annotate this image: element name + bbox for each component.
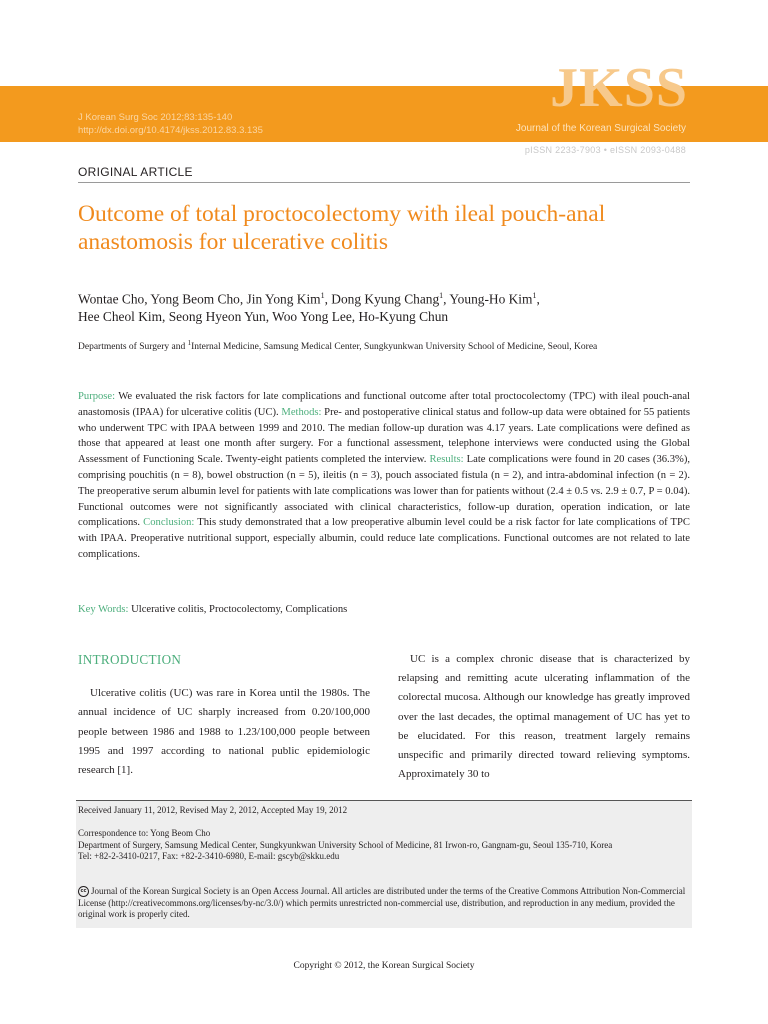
- section-heading-introduction: INTRODUCTION: [78, 652, 182, 667]
- license-notice: [78, 886, 690, 921]
- results-text: Late complications were found in 20 cases (36.3%), comprising pouchitis (n = 8), bowel obstruction (n = 5), ileitis (n = 3), pouch associated fistula (n = 2), and intra-abdominal infection (n = 2). The preoperative serum albumin level for patients with late complications was lower than for patients without (2.4 ± 0.5 vs. 2.9 ± 0.7, P = 0.04). Functional outcomes were not significantly associated with clinical characteristics, follow-up duration, operation indication, or late complications.: [78, 454, 690, 529]
- copyright: Copyright © 2012, the Korean Surgical Society: [293, 961, 475, 971]
- paragraph: Ulcerative colitis (UC) was rare in Korea until the 1980s. The annual incidence of UC sharply increased from 0.20/100,000 people between 1986 and 1988 to 1.23/100,000 people between 1995 and 1997 according to national public epidemiologic research [1].: [78, 687, 370, 777]
- conclusion-text: This study demonstrated that a low preoperative albumin level could be a risk factor for late complications of TPC with IPAA. Preoperative nutritional support, especially albumin, could reduce late complications. Functional outcomes are not related to late complications.: [78, 517, 690, 560]
- journal-subtitle: Journal of the Korean Surgical Society: [515, 123, 686, 134]
- keywords-text: Ulcerative colitis, Proctocolectomy, Complications: [128, 604, 348, 615]
- correspondence-address: Department of Surgery, Samsung Medical Center, Sungkyunkwan University School of Medicine, 81 Irwon-ro, Gangnam-gu, Seoul 135-710, Korea: [78, 839, 613, 850]
- purpose-text: We evaluated the risk factors for late complications and functional outcome after total proctocolectomy (TPC) with ileal pouch-anal anastomosis (IPAA) for ulcerative colitis (UC).: [78, 391, 690, 418]
- keywords-label: Key Words:: [78, 604, 129, 615]
- paragraph: UC is a complex chronic disease that is characterized by relapsing and remitting acute ulcerating inflammation of the colorectal mucosa. Although our knowledge has greatly improved over the last decades, the optimal management of UC has yet to be elucidated. For this reason, treatment largely remains unspecific and primarily directed toward relieving symptoms. Approximately 30 to: [398, 653, 690, 781]
- correspondence: [78, 828, 690, 863]
- body-column-right: [398, 650, 690, 784]
- keywords: [78, 602, 690, 617]
- divider: [78, 182, 690, 183]
- creative-commons-icon: cc: [78, 886, 89, 897]
- author-list: [78, 287, 698, 326]
- contact-info: Tel: +82-2-3410-0217, Fax: +82-2-3410-6980, E-mail: gscyb@skku.edu: [78, 851, 340, 861]
- license-text: Journal of the Korean Surgical Society is an Open Access Journal. All articles are distributed under the terms of the Creative Commons Attribution Non-Commercial License (http://creativecommons.org/licenses/by-nc/3.0/) which permits unrestricted non-commercial use, distribution, and reproduction in any medium, provided the original work is properly cited.: [78, 886, 686, 919]
- correspondence-label: Correspondence to: Yong Beom Cho: [78, 828, 211, 838]
- results-label: Results:: [429, 454, 464, 466]
- methods-label: Methods:: [281, 406, 322, 418]
- methods-text: Pre- and postoperative clinical status and follow-up data were obtained for 55 patients who underwent TPC with IPAA between 1999 and 2010. The median follow-up duration was 4.17 years. Late complications were defined as those that appeared at least one month after surgery. For a functional assessment, telephone interviews were conducted using the Global Assessment of Functioning Scale. Twenty-eight patients completed the interview.: [78, 406, 690, 466]
- footnote-rule: [76, 800, 692, 801]
- affiliation: Departments of Surgery and $^1$Internal Medicine, Samsung Medical Center, Sungkyunkwan University School of Medicine, Seoul, Korea: [78, 339, 598, 353]
- author-line-1: Wontae Cho, Yong Beom Cho, Jin Yong Kim$^1$, Dong Kyung Chang$^1$, Young-Ho Kim$^1$,: [78, 291, 540, 307]
- body-column-left: [78, 650, 370, 780]
- author-line-2: Hee Cheol Kim, Seong Hyeon Yun, Woo Yong Lee, Ho-Kyung Chun: [78, 309, 449, 325]
- journal-reference: [78, 112, 263, 137]
- journal-logo: JKSS: [550, 57, 688, 119]
- article-type: ORIGINAL ARTICLE: [78, 165, 193, 179]
- doi-link[interactable]: http://dx.doi.org/10.4174/jkss.2012.83.3.135: [78, 124, 263, 136]
- received-dates: Received January 11, 2012, Revised May 2, 2012, Accepted May 19, 2012: [78, 805, 348, 815]
- conclusion-label: Conclusion:: [143, 517, 195, 529]
- article-title: Outcome of total proctocolectomy with ileal pouch-anal anastomosis for ulcerative colitis: [78, 201, 606, 255]
- issn: pISSN 2233-7903 • eISSN 2093-0488: [524, 145, 686, 155]
- journal-citation: J Korean Surg Soc 2012;83:135-140: [78, 112, 233, 123]
- abstract: [78, 389, 690, 563]
- purpose-label: Purpose:: [78, 391, 116, 402]
